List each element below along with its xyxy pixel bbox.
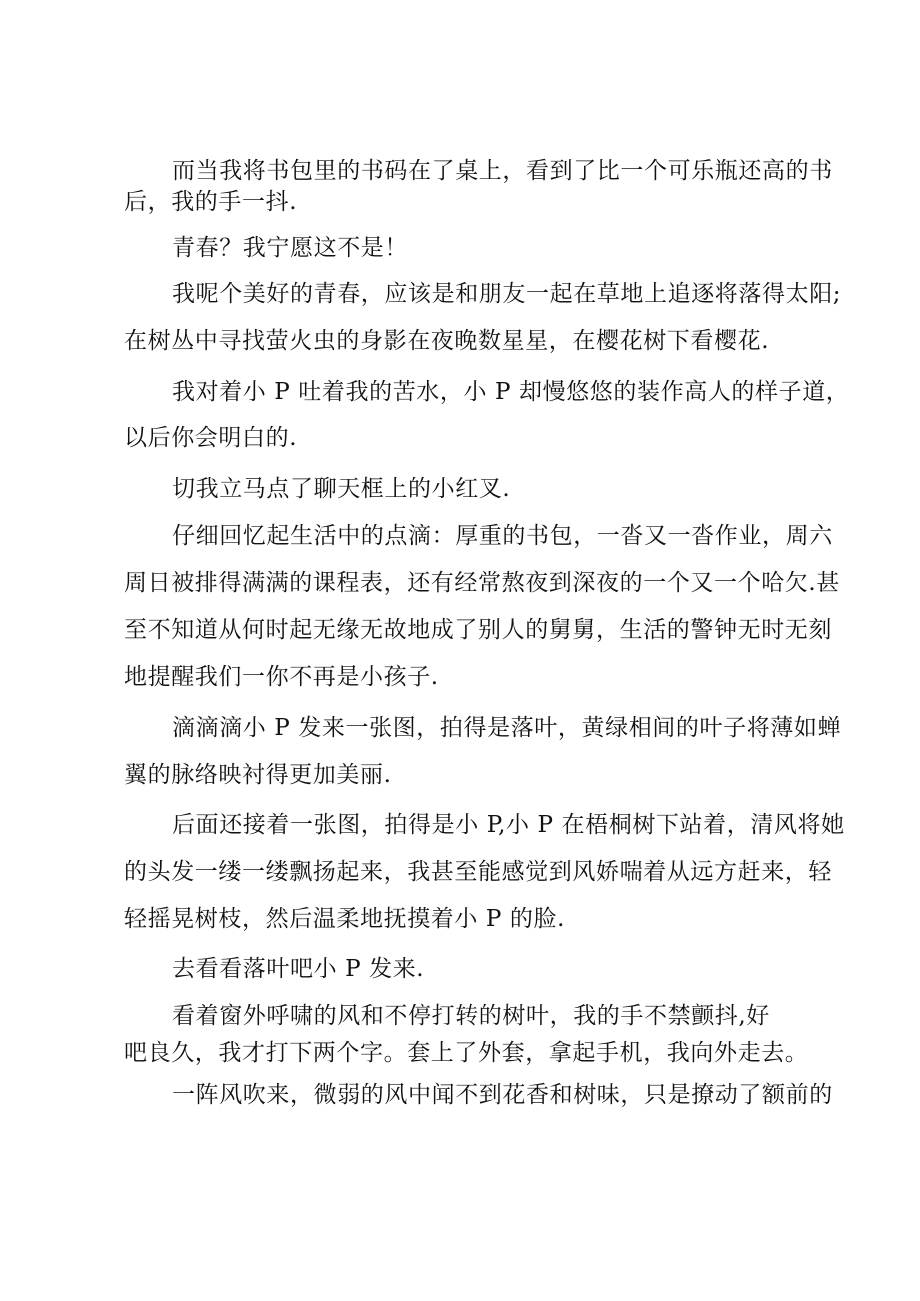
text-line: 以后你会明白的. (124, 425, 298, 451)
text-line: 的头发一缕一缕飘扬起来，我甚至能感觉到风娇喘着从远方赶来，轻 (124, 859, 832, 885)
text-line: 滴滴滴小 P 发来一张图，拍得是落叶，黄绿相间的叶子将薄如蝉 (172, 715, 842, 741)
text-line: 至不知道从何时起无缘无故地成了别人的舅舅，生活的警钟无时无刻 (124, 617, 832, 643)
text-line: 在树丛中寻找萤火虫的身影在夜晚数星星，在樱花树下看樱花. (124, 328, 770, 354)
text-line: 青春？我宁愿这不是！ (172, 235, 408, 261)
text-line: 看着窗外呼啸的风和不停打转的树叶，我的手不禁颤抖,好 (172, 1003, 770, 1029)
text-line: 我对着小 P 吐着我的苦水，小 P 却慢悠悠的装作高人的样子道， (172, 379, 850, 405)
text-line: 切我立马点了聊天框上的小红叉. (172, 476, 511, 502)
text-line: 一阵风吹来，微弱的风中闻不到花香和树味，只是撩动了额前的 (172, 1082, 833, 1108)
text-line: 而当我将书包里的书码在了桌上，看到了比一个可乐瓶还高的书 (172, 158, 833, 184)
text-line: 我呢个美好的青春，应该是和朋友一起在草地上追逐将落得太阳; (172, 281, 842, 307)
text-line: 去看看落叶吧小 P 发来. (172, 956, 425, 982)
text-line: 吧良久，我才打下两个字。套上了外套，拿起手机，我向外走去。 (124, 1040, 809, 1066)
text-line: 轻摇晃树枝，然后温柔地抚摸着小 P 的脸. (124, 906, 566, 932)
text-line: 周日被排得满满的课程表，还有经常熬夜到深夜的一个又一个哈欠.甚 (124, 570, 840, 596)
text-line: 后，我的手一抖. (124, 189, 298, 215)
text-line: 翼的脉络映衬得更加美丽. (124, 762, 392, 788)
text-line: 地提醒我们一你不再是小孩子. (124, 664, 439, 690)
text-line: 仔细回忆起生活中的点滴：厚重的书包，一沓又一沓作业，周六 (172, 523, 833, 549)
text-line: 后面还接着一张图，拍得是小 P,小 P 在梧桐树下站着，清风将她 (172, 812, 845, 838)
